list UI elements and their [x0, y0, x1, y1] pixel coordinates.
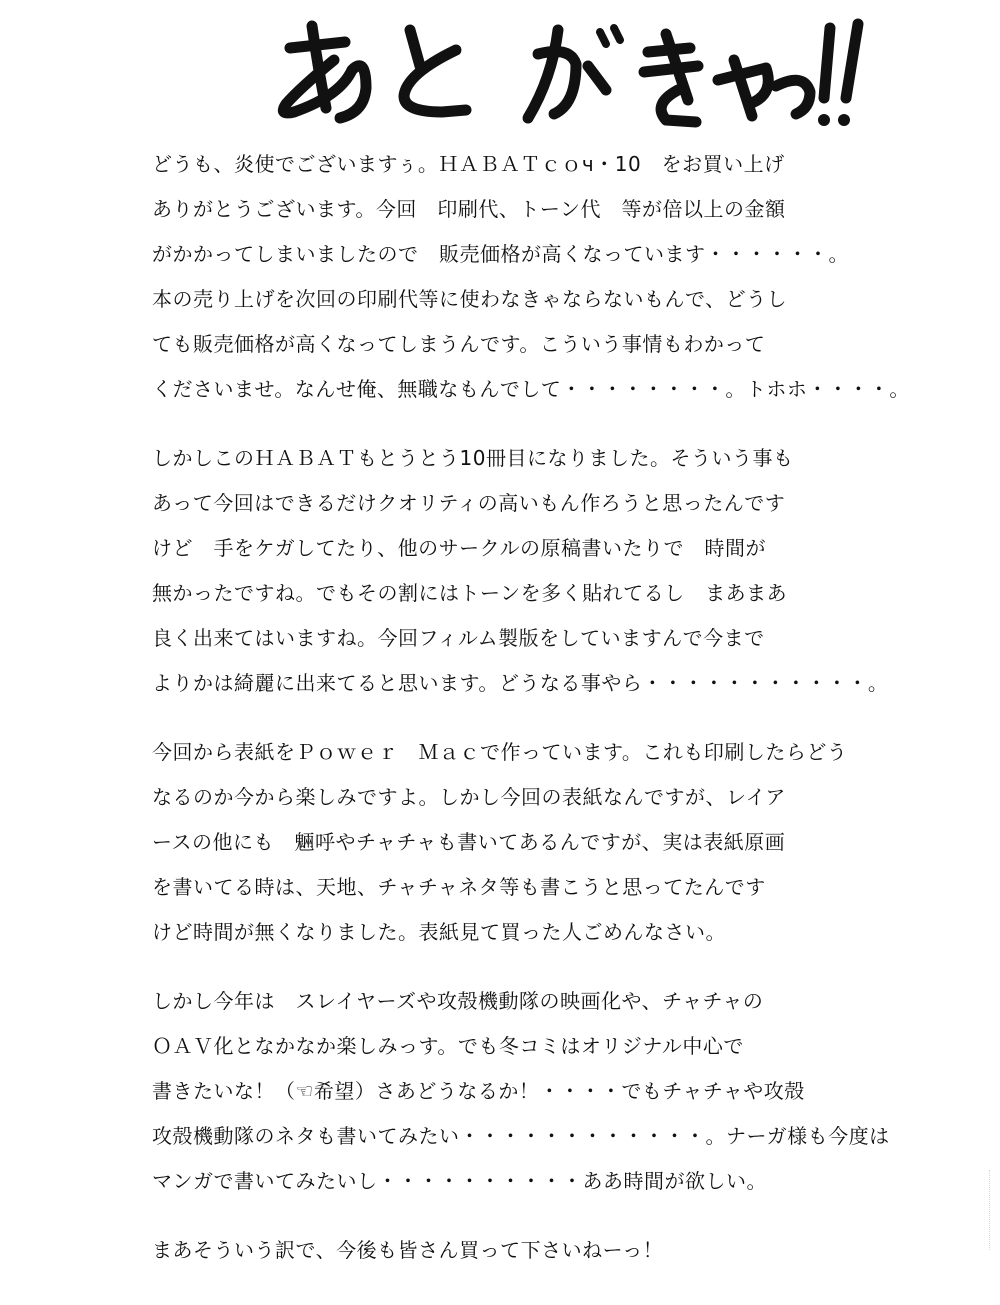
text-line: ありがとうございます。今回 印刷代、トーン代 等が倍以上の金額: [152, 197, 786, 221]
paragraph-gap: [152, 955, 872, 979]
text-line: しかしこのＨＡＢＡＴもとうとう10冊目になりました。そういう事も: [152, 446, 794, 470]
text-line: ースの他にも 魎呼やチャチャも書いてあるんですが、実は表紙原画: [152, 830, 786, 854]
paragraph-4: [152, 979, 890, 1204]
paragraph-gap: [152, 1204, 872, 1228]
handwritten-title: [270, 8, 870, 133]
text-line: 無かったですね。でもその割にはトーンを多く貼れてるし まあまあ: [152, 581, 788, 605]
text-line: どうも、炎使でございますぅ。ＨＡＢＡＴｃｏч・10 をお買い上げ: [152, 152, 785, 176]
text-line: ＯＡＶ化となかなか楽しみっす。でも冬コミはオリジナル中心で: [152, 1034, 744, 1058]
body-text: [152, 142, 910, 1273]
text-line: がかかってしまいましたので 販売価格が高くなっています・・・・・・。: [152, 242, 849, 266]
paragraph-3: [152, 730, 872, 955]
page-edge-mark: [989, 1170, 1000, 1250]
paragraph-5: [152, 1228, 872, 1273]
text-line: けど時間が無くなりました。表紙見て買った人ごめんなさい。: [152, 920, 726, 944]
text-line: 書きたいな！（☜希望）さあどうなるか！・・・・でもチャチャや攻殻: [152, 1079, 805, 1103]
text-line: 攻殻機動隊のネタも書いてみたい・・・・・・・・・・・・。ナーガ様も今度は: [152, 1124, 890, 1148]
paragraph-gap: [152, 706, 872, 730]
text-line: あって今回はできるだけクオリティの高いもん作ろうと思ったんです: [152, 491, 786, 515]
text-line: 良く出来てはいますね。今回フィルム製版をしていますんで今まで: [152, 626, 765, 650]
text-line: まあそういう訳で、今後も皆さん買って下さいねーっ！: [152, 1238, 664, 1262]
text-line: 本の売り上げを次回の印刷代等に使わなきゃならないもんで、どうし: [152, 287, 788, 311]
text-line: しかし今年は スレイヤーズや攻殻機動隊の映画化や、チャチャの: [152, 989, 764, 1013]
text-line: けど 手をケガしてたり、他のサークルの原稿書いたりで 時間が: [152, 536, 766, 560]
text-line: なるのか今から楽しみですよ。しかし今回の表紙なんですが、レイア: [152, 785, 786, 809]
paragraph-gap: [152, 412, 872, 436]
text-line: ても販売価格が高くなってしまうんです。こういう事情もわかって: [152, 332, 766, 356]
text-line: を書いてる時は、天地、チャチャネタ等も書こうと思ってたんです: [152, 875, 766, 899]
text-line: 今回から表紙をＰｏｗｅｒ Ｍａｃで作っています。これも印刷したらどう: [152, 740, 848, 764]
handwritten-title-drawing: [270, 8, 870, 133]
text-line: よりかは綺麗に出来てると思います。どうなる事やら・・・・・・・・・・・。: [152, 671, 889, 695]
text-line: マンガで書いてみたいし・・・・・・・・・・ああ時間が欲しい。: [152, 1169, 767, 1193]
text-line: くださいませ。なんせ俺、無職なもんでして・・・・・・・・。トホホ・・・・。: [152, 377, 910, 401]
paragraph-2: [152, 436, 889, 706]
paragraph-1: [152, 142, 910, 412]
